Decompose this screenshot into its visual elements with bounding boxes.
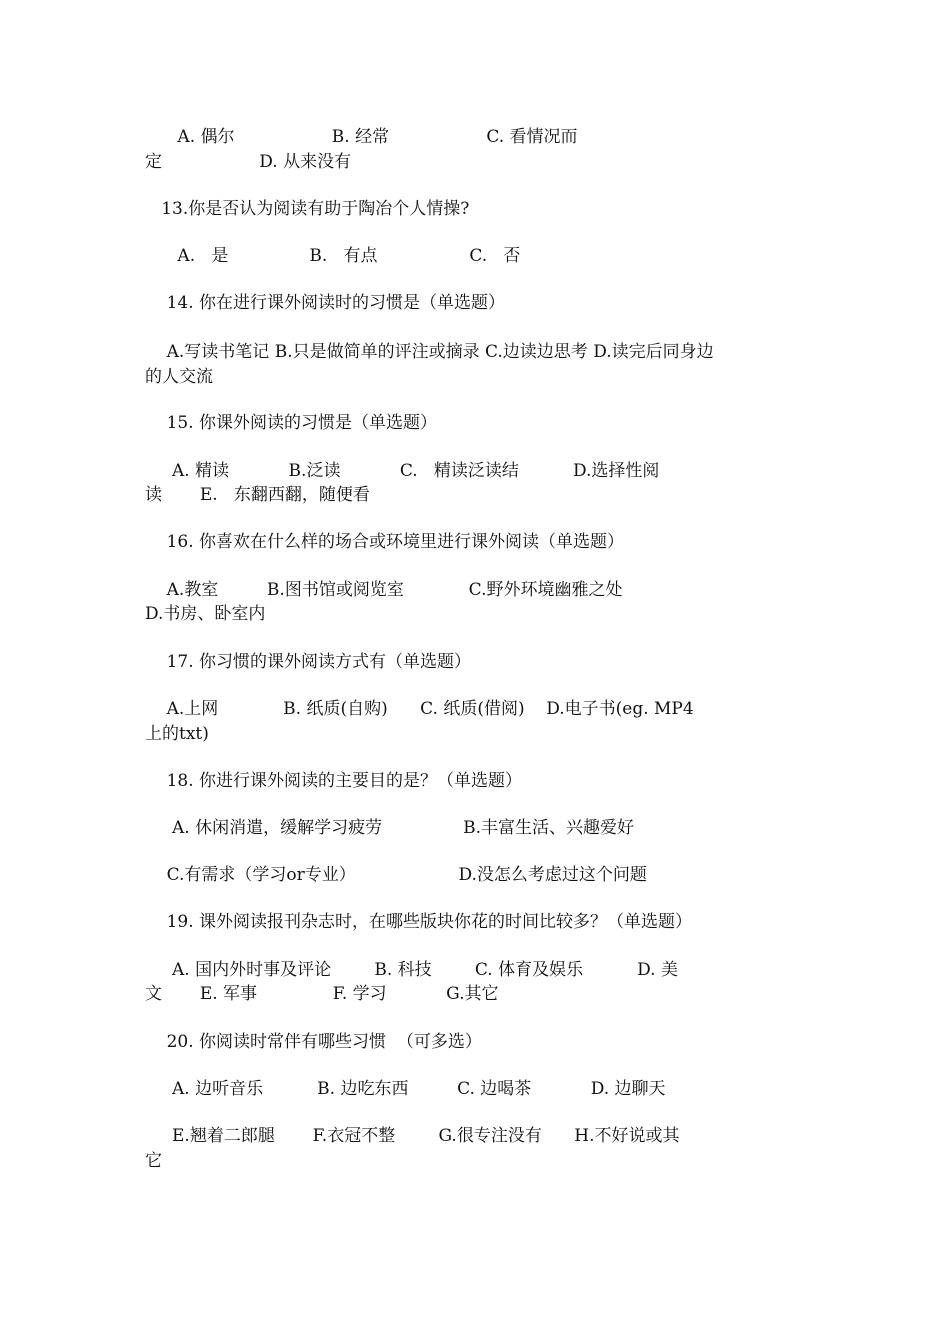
q13-question: 13.你是否认为阅读有助于陶冶个人情操? <box>145 199 470 219</box>
q20-options-line-3: 它 <box>145 1151 162 1171</box>
q13-options: A. 是 B. 有点 C. 否 <box>145 246 521 266</box>
q15-options-line-2: 读 E. 东翻西翻，随便看 <box>145 485 370 505</box>
q15-options-line-1: A. 精读 B.泛读 C. 精读泛读结 D.选择性阅 <box>145 461 660 481</box>
q18-options-line-2: C.有需求（学习or专业） D.没怎么考虑过这个问题 <box>145 865 647 885</box>
q16-question: 16. 你喜欢在什么样的场合或环境里进行课外阅读（单选题） <box>145 532 625 552</box>
q17-options-line-2: 上的txt) <box>145 724 209 744</box>
q19-options-line-1: A. 国内外时事及评论 B. 科技 C. 体育及娱乐 D. 美 <box>145 960 678 980</box>
q19-question: 19. 课外阅读报刊杂志时，在哪些版块你花的时间比较多？（单选题） <box>145 912 693 932</box>
q12-options-line-2: 定 D. 从来没有 <box>145 152 352 172</box>
q14-options-line-1: A.写读书笔记 B.只是做简单的评注或摘录 C.边读边思考 D.读完后同身边 <box>145 342 714 362</box>
q19-options-line-2: 文 E. 军事 F. 学习 G.其它 <box>145 984 499 1004</box>
q14-question: 14. 你在进行课外阅读时的习惯是（单选题） <box>145 293 506 313</box>
q15-question: 15. 你课外阅读的习惯是（单选题） <box>145 413 438 433</box>
q16-options-line-1: A.教室 B.图书馆或阅览室 C.野外环境幽雅之处 <box>145 580 623 600</box>
q18-options-line-1: A. 休闲消遣，缓解学习疲劳 B.丰富生活、兴趣爱好 <box>145 818 635 838</box>
q17-options-line-1: A.上网 B. 纸质(自购) C. 纸质(借阅) D.电子书(eg. MP4 <box>145 699 694 719</box>
q14-options-line-2: 的人交流 <box>145 367 213 387</box>
q16-options-line-2: D.书房、卧室内 <box>145 604 266 624</box>
q18-question: 18. 你进行课外阅读的主要目的是？（单选题） <box>145 771 523 791</box>
q20-options-line-1: A. 边听音乐 B. 边吃东西 C. 边喝茶 D. 边聊天 <box>145 1079 666 1099</box>
q20-options-line-2: E.翘着二郎腿 F.衣冠不整 G.很专注没有 H.不好说或其 <box>145 1126 680 1146</box>
q12-options-line-1: A. 偶尔 B. 经常 C. 看情况而 <box>145 127 578 147</box>
q17-question: 17. 你习惯的课外阅读方式有（单选题） <box>145 652 472 672</box>
q20-question: 20. 你阅读时常伴有哪些习惯 （可多选） <box>145 1032 482 1052</box>
